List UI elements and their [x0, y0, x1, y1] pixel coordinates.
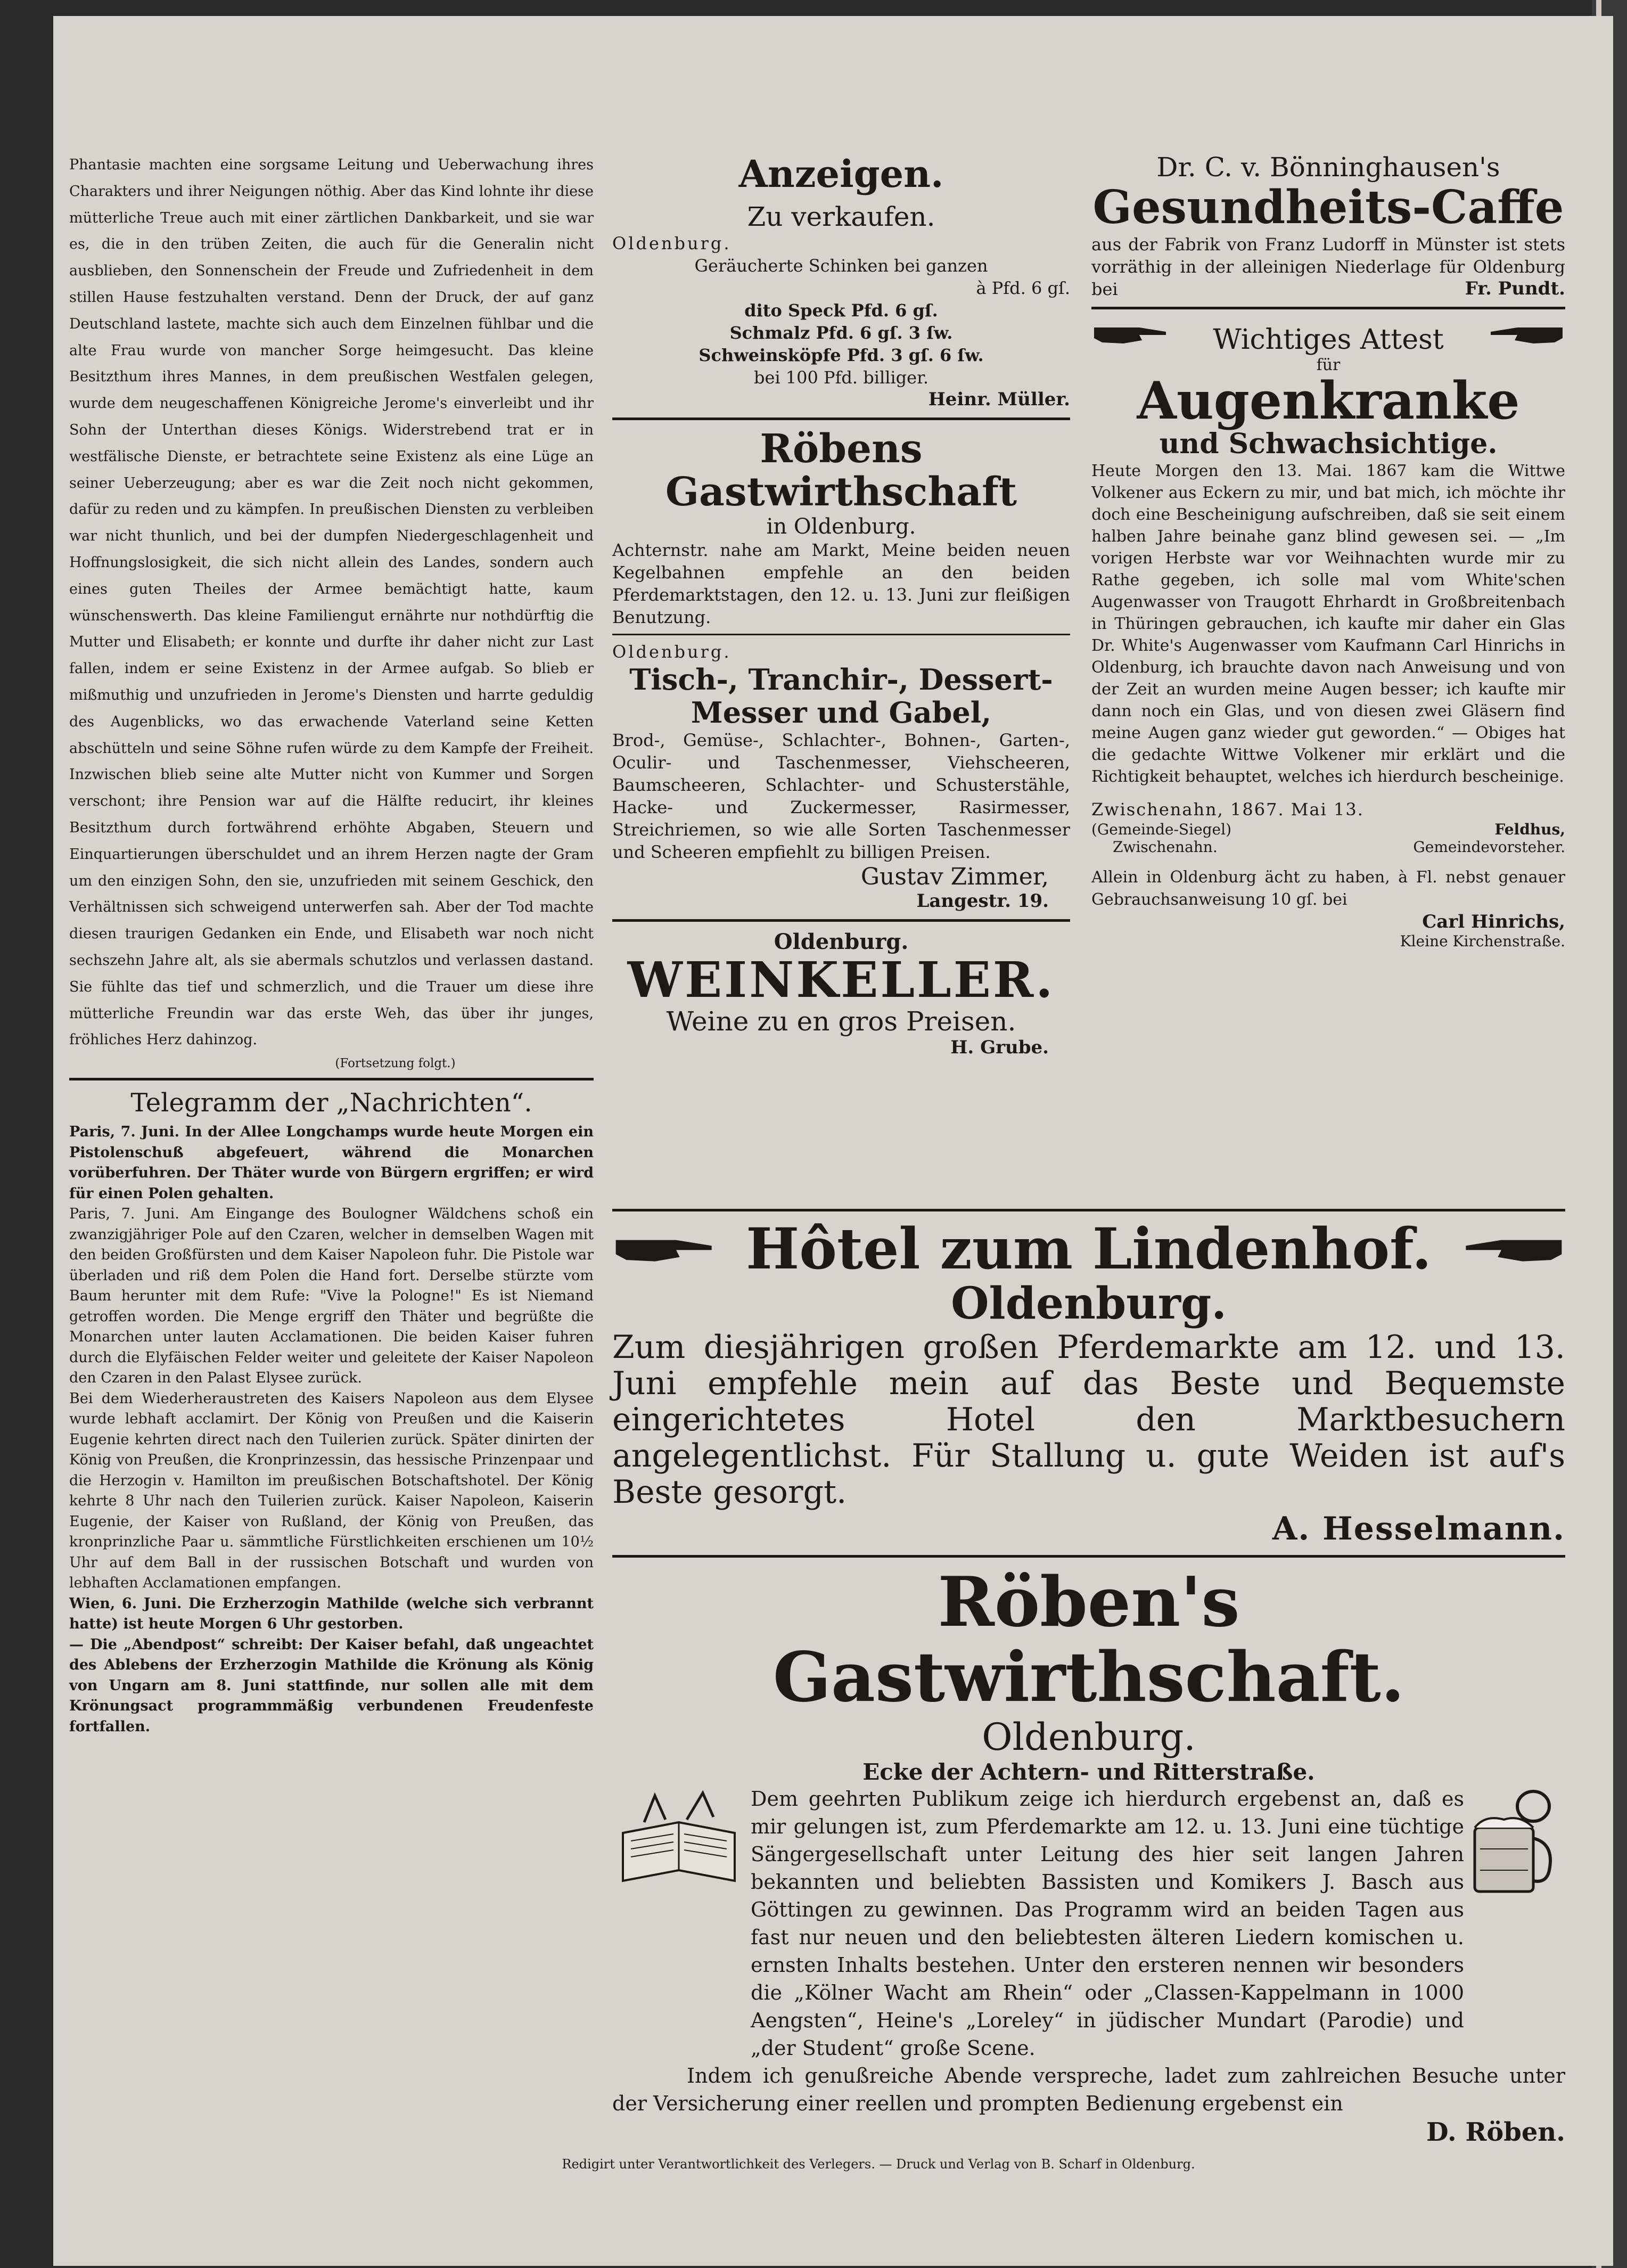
telegram-list: [69, 1122, 594, 1737]
muller-line: Geräucherte Schinken bei ganzen: [694, 256, 988, 276]
beer-mug-illustration: [1464, 1785, 1565, 1904]
pointing-hand-right-icon: [612, 1226, 719, 1268]
left-column: [69, 152, 594, 1737]
pointing-hand-right-icon: [1091, 317, 1171, 349]
divider: [612, 1209, 1565, 1211]
muller-line: à Pfd. 6 gſ.: [976, 278, 1070, 298]
roeben-ad-title: Röbens Gastwirthschaft: [665, 426, 1017, 515]
anzeigen-title: Anzeigen.: [738, 152, 944, 196]
muller-line: dito Speck Pfd. 6 gſ.: [744, 300, 938, 321]
zimmer-place: Oldenburg.: [612, 641, 732, 662]
roeben-ad-sub: in Oldenburg.: [766, 514, 916, 539]
muller-line: bei 100 Pfd. billiger.: [753, 367, 929, 388]
wide-ads: [612, 1209, 1565, 2147]
attest-seal-row-2: [1091, 838, 1565, 856]
divider: [1091, 307, 1565, 309]
attest-signer-title: Gemeindevorsteher.: [1413, 838, 1565, 856]
wein-signature: H. Grube.: [950, 1036, 1049, 1058]
attest-sale-address: Kleine Kirchenstraße.: [1400, 932, 1565, 951]
lindenhof-signature: A. Hesselmann.: [1272, 1510, 1565, 1548]
weinkeller-title: WEINKELLER.: [627, 951, 1055, 1009]
divider: [612, 634, 1070, 635]
attest-fur: für: [1316, 355, 1341, 374]
lindenhof-text: Zum diesjährigen großen Pferdemarkte am 12. und 13. Juni empfehle mein auf das Beste und Bequemste eingerichtetes Hotel den Marktbesuchern angelegentlichst. Für Stallung u. gute Weiden ist auf's Beste gesorgt.: [612, 1329, 1565, 1511]
caffe-text: aus der Fabrik von Franz Ludorff in Münster ist stets vorräthig in der alleinigen Niederlage für Oldenburg bei: [1091, 234, 1565, 299]
roeben2-body-row: [612, 1785, 1565, 2062]
serial-story-text: Phantasie machten eine sorgsame Leitung und Ueberwachung ihres Charakters und ihrer Neigungen nöthig. Aber das Kind lohnte ihr diese mütterliche Treue auch mit einer zärtlichen Dankbarkeit, und sie war es, die in den trüben Zeiten, die auch für die Generalin nicht ausblieben, den Sonnenschein der Freude und Zufriedenheit in dem stillen Hause festzuhalten verstand. Denn der Druck, der auf ganz Deutschland lastete, machte sich auch dem Einzelnen fühlbar und die alte Frau wurde von mancher Sorge heimgesucht. Das kleine Besitzthum ihres Mannes, in dem preußischen Westfalen gelegen, wurde dem neugeschaffenen Königreiche Jerome's einverleibt und ihr Sohn der Unterthan dieses Königs. Widerstrebend trat er in westfälische Dienste, er betrachtete seine Existenz als eine Lüge an seiner Ueberzeugung; aber es war die Zeit noch nicht gekommen, dafür zu reden und zu kämpfen. In preußischen Diensten zu verbleiben war nicht thunlich, und bei der dumpfen Niedergeschlagenheit und Hoffnungslosigkeit, die sich nicht allein des Landes, sondern auch eines guten Theiles der Armee bemächtigt hatte, kaum wünschenswerth. Das kleine Familiengut ernährte nur nothdürftig die Mutter und Elisabeth; er konnte und durfte ihr daher nicht zur Last fallen, indem er seine Existenz in der Armee aufgab. So blieb er mißmuthig und unzufrieden in Jerome's Diensten und harrte geduldig des Augenblicks, wo das erwachende Vaterland seine Ketten abschütteln und seine Söhne rufen würde zu dem Kampfe der Freiheit. Inzwischen blieb seine alte Mutter nicht von Kummer und Sorgen verschont; ihre Pension war auf die Hälfte reducirt, ihr kleines Besitzthum durch fortwährend erhöhte Abgaben, Steuern und Einquartierungen überschuldet und an ihrem Herzen nagte der Gram um den einzigen Sohn, den sie, unzufrieden mit seinem Geschick, den Verhältnissen sich schweigend unterwerfen sah. Aber der Tod machte diesen traurigen Gedanken ein Ende, und Elisabeth war noch nicht sechszehn Jahre alt, als sie abermals schutzlos und verlassen dastand. Sie fühlte das tief und schmerzlich, und die Trauer um diese ihre mütterliche Freundin war das erste Weh, das über ihr junges, fröhliches Herz dahinzog.: [69, 157, 594, 1049]
wein-place: Oldenburg.: [774, 929, 909, 954]
zimmer-address: Langestr. 19.: [916, 890, 1049, 912]
attest-text: Heute Morgen den 13. Mai. 1867 kam die Wittwe Volkener aus Eckern zu mir, und bat mich, ich möchte ihr doch eine Bescheinigung aufschreiben, daß sie seit einem halben Jahre beinahe ganz blind gewesen sei. — „Im vorigen Herbste war vor Weihnachten wurde mir zu Rathe gegeben, ich solle mal vom White'schen Augenwasser von Traugott Ehrhardt in Großbreitenbach in Thüringen gebrauchen, ich kaufte mir daher ein Glas Dr. White's Augenwasser vom Kaufmann Carl Hinrichs in Oldenburg, ich brauchte davon nach Anweisung und von der Zeit an wurden meine Augen besser; ich kaufte mir dann noch ein Glas, und von diesen zwei Gläsern find meine Augen ganz wieder gut geworden.“ — Obiges hat die gedachte Wittwe Volkener mir erklärt und die Richtigkeit behauptet, welches ich hierdurch bescheinige.: [1091, 462, 1565, 787]
middle-column: [612, 152, 1070, 1058]
muller-signature: Heinr. Müller.: [928, 389, 1070, 410]
telegram-item: Wien, 6. Juni. Die Erzherzogin Mathilde (welche sich verbrannt hatte) ist heute Morgen 6 Uhr gestorben.: [69, 1595, 594, 1633]
divider: [69, 1078, 594, 1080]
divider: [612, 1555, 1565, 1558]
roeben-ad-text: Achternstr. nahe am Markt, Meine beiden neuen Kegelbahnen empfehle an den beiden Pferdemarktstagen, den 12. u. 13. Juni zur fleißigen Benutzung.: [612, 539, 1070, 627]
weine-subtitle: Weine zu en gros Preisen.: [666, 1005, 1016, 1037]
attest-place-date: Zwischenahn, 1867. Mai 13.: [1091, 799, 1364, 820]
attest-seal: (Gemeinde-Siegel): [1091, 821, 1232, 839]
telegram-item: — Die „Abendpost“ schreibt: Der Kaiser befahl, daß ungeachtet des Ablebens der Erzherzogin Mathilde die Krönung als König von Ungarn am 8. Juni stattfinde, nur sollen alle mit dem Krönungsact programmmäßig verbundenen Freudenfeste fortfallen.: [69, 1636, 594, 1735]
roeben2-title: Röben's Gastwirthschaft.: [773, 1562, 1405, 1718]
attest-seal-row: [1091, 821, 1565, 838]
divider: [612, 417, 1070, 420]
lindenhof-city: Oldenburg.: [951, 1278, 1227, 1330]
schwachsichtige-title: und Schwachsichtige.: [1159, 428, 1498, 461]
verkaufen-title: Zu verkaufen.: [747, 201, 935, 232]
imprint-footer: Redigirt unter Verantwortlichkeit des Verlegers. — Druck und Verlag von B. Scharf in Oldenburg.: [562, 2157, 1195, 2172]
attest-title: Wichtiges Attest: [1213, 323, 1444, 356]
zimmer-title: Tisch-, Tranchir-, Dessert-Messer und Gabel,: [629, 662, 1053, 730]
zimmer-text: Brod-, Gemüse-, Schlachter-, Bohnen-, Garten-, Oculir- und Taschenmesser, Viehscheeren, Baumscheeren, Schlachter- und Schusterstähle, Hacke- und Zuckermesser, Rasirmesser, Streichriemen, so wie alle Sorten Taschenmesser und Scheeren empfiehlt zu billigen Preisen.: [612, 730, 1070, 862]
muller-place: Oldenburg.: [612, 233, 732, 253]
telegram-item: Paris, 7. Juni. Am Eingange des Boulogner Wäldchens schoß ein zwanzigjähriger Pole auf den Czaren, welcher in demselben Wagen mit den beiden Großfürsten und dem Kaiser Napoleon fuhr. Die Pistole war überladen und riß dem Polen die Hand fort. Derselbe stürzte vom Baum herunter mit dem Rufe: "Vive la Pologne!" Es ist Niemand getroffen worden. Die Menge ergriff den Thäter und begrüßte die Monarchen unter lauten Acclamationen. Die beiden Kaiser fuhren durch die Elyfäischen Felder weiter und geleitete der Kaiser Napoleon den Czaren in den Palast Elysee zurück.: [69, 1206, 594, 1387]
lindenhof-title: Hôtel zum Lindenhof.: [746, 1215, 1432, 1282]
roeben2-text: Dem geehrten Publikum zeige ich hierdurch ergebenst an, daß es mir gelungen ist, zum Pferdemarkte am 12. u. 13. Juni eine tüchtige Sängergesellschaft unter Leitung des hier seit langen Jahren bekannten und beliebten Bassisten und Komikers J. Basch aus Göttingen zu gewinnen. Das Programm wird an beiden Tagen aus fast nur neuen und den beliebtesten älteren Liedern komischen u. ernsten Inhalts bestehen. Unter den ersteren nennen wir besonders die „Kölner Wacht am Rhein“ oder „Classen-Kappelmann in 1000 Aengsten“, Heine's „Loreley“ in jüdischer Mundart (Parodie) und „der Student“ große Scene.: [751, 1787, 1464, 2060]
augenkranke-title: Augenkranke: [1137, 370, 1520, 431]
divider: [612, 919, 1070, 922]
muller-line: Schmalz Pfd. 6 gſ. 3 ſw.: [729, 323, 953, 343]
telegram-item: Bei dem Wiederheraustreten des Kaisers Napoleon aus dem Elysee wurde lebhaft acclamirt. Der König von Preußen und die Kaiserin Eugenie kehrten direct nach den Tuilerien zurück. Später dinirten der König von Preußen, die Kronprinzessin, das hessische Prinzenpaar und die Herzogin v. Hamilton im preußischen Botschaftshotel. Der König kehrte 8 Uhr nach den Tuilerien zurück. Kaiser Napoleon, Kaiserin Eugenie, der Kaiser von Rußland, der König von Preußen, das kronprinzliche Paar u. sämmtliche Fürstlichkeiten erschienen um 10½ Uhr auf dem Ball in der russischen Botschaft und wurden von lebhaften Acclamationen empfangen.: [69, 1390, 594, 1592]
music-book-illustration: [612, 1790, 751, 1899]
muller-line: Schweinsköpfe Pfd. 3 gſ. 6 ſw.: [699, 345, 984, 365]
bonn-title: Dr. C. v. Bönninghausen's: [1156, 152, 1500, 183]
attest-signer: Feldhus,: [1494, 821, 1565, 839]
caffe-signature: Fr. Pundt.: [1465, 277, 1565, 299]
attest-seal-place: Zwischenahn.: [1113, 838, 1218, 856]
telegram-title: Telegramm der „Nachrichten“.: [130, 1088, 532, 1118]
zimmer-signature: Gustav Zimmer,: [860, 863, 1049, 890]
continued-note: (Fortsetzung folgt.): [335, 1057, 456, 1071]
roeben2-signature: D. Röben.: [1426, 2117, 1565, 2147]
telegram-item: Paris, 7. Juni. In der Allee Longchamps wurde heute Morgen ein Pistolenschuß abgefeuert, während die Monarchen vorüberfuhren. Der Thäter wurde von Bürgern ergriffen; er wird für einen Polen gehalten.: [69, 1124, 594, 1202]
roeben2-corner: Ecke der Achtern- und Ritterstraße.: [862, 1758, 1315, 1785]
right-column: [1091, 152, 1565, 950]
pointing-hand-left-icon: [1485, 317, 1565, 349]
attest-sale: Allein in Oldenburg ächt zu haben, à Fl. nebst genauer Gebrauchsanweisung 10 gſ. bei: [1091, 868, 1565, 910]
attest-header: [1091, 317, 1565, 356]
lindenhof-header: [612, 1215, 1565, 1282]
roeben2-city: Oldenburg.: [982, 1715, 1196, 1759]
attest-sale-name: Carl Hinrichs,: [1422, 911, 1565, 933]
muller-ad: [612, 232, 1070, 389]
pointing-hand-left-icon: [1459, 1226, 1565, 1268]
roeben2-text-2: Indem ich genußreiche Abende verspreche, ladet zum zahlreichen Besuche unter der Versicherung einer reellen und prompten Bedienung ergebenst ein: [612, 2064, 1565, 2115]
caffe-title: Gesundheits-Caffe: [1092, 181, 1564, 234]
